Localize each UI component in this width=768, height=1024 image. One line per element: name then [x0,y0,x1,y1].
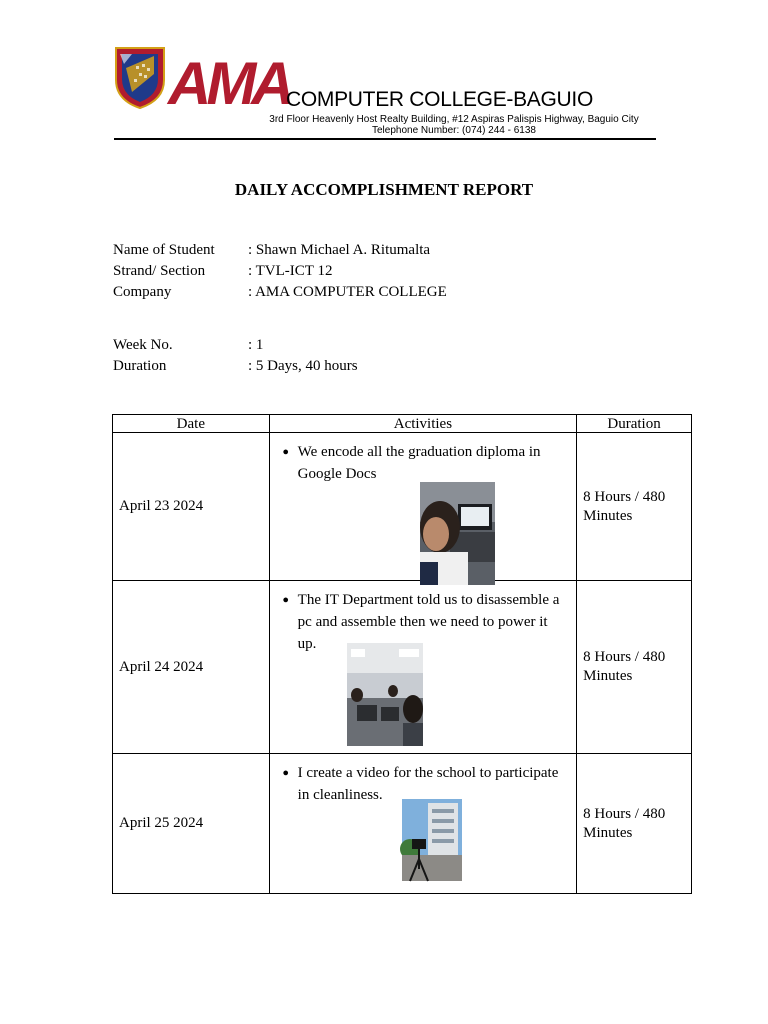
info-row-company [113,282,447,303]
info-label: Strand/ Section [113,263,206,279]
duration-line: 8 Hours / 480 [583,649,666,665]
bullet-icon: ● [282,446,289,458]
bullet-icon: ● [282,767,289,779]
info-value: : AMA COMPUTER COLLEGE [248,284,447,300]
college-name: COMPUTER COLLEGE-BAGUIO [286,88,593,111]
duration-line: 8 Hours / 480 [583,488,666,505]
table-header-row [113,415,692,433]
activity-cell [269,433,576,581]
accomplishment-table [112,414,692,894]
duration-line: Minutes [583,824,633,841]
table-row [113,754,692,894]
duration-line: 8 Hours / 480 [583,805,666,822]
info-row-duration [113,356,358,377]
activity-text: The IT Department told us to disassemble a pc and assemble then we need to power it up. [297,592,560,652]
header-date: Date [113,415,270,433]
info-row-student-name [113,240,447,261]
info-label: Name of Student [113,242,215,258]
camera-tripod-building-photo [402,799,462,881]
week-info [113,335,358,377]
duration-line: Minutes [583,668,633,684]
letterhead [112,44,656,140]
header-divider [114,138,656,140]
date-cell: April 24 2024 [113,581,270,754]
selfie-at-computer-photo [420,482,495,585]
activity-cell [269,581,576,754]
info-value: : Shawn Michael A. Ritumalta [248,242,431,258]
activity-cell [269,754,576,894]
info-value: : 1 [248,337,264,353]
activity-text: I create a video for the school to participate in cleanliness. [297,765,559,803]
bullet-icon: ● [282,594,289,606]
ama-logo [166,50,290,117]
duration-cell [577,581,692,754]
info-label: Week No. [113,337,173,353]
info-row-week-no [113,335,358,356]
date-cell: April 25 2024 [113,754,270,894]
activity-text: We encode all the graduation diploma in Google Docs [297,444,541,482]
table-row [113,433,692,581]
college-address: 3rd Floor Heavenly Host Realty Building, #12 Aspiras Palispis Highway, Baguio City [269,114,639,125]
student-info [113,240,447,303]
info-value: : TVL-ICT 12 [248,263,333,279]
duration-line: Minutes [583,507,633,524]
duration-cell [577,433,692,581]
college-crest-logo [114,46,166,110]
college-telephone: Telephone Number: (074) 244 - 6138 [372,125,536,136]
ama-logo-text: AMA [168,50,290,117]
info-label: Duration [113,358,167,374]
info-value: : 5 Days, 40 hours [248,358,358,374]
duration-cell [577,754,692,894]
info-row-strand-section [113,261,447,282]
table-row [113,581,692,754]
computer-lab-photo [347,643,423,746]
header-activities: Activities [269,415,576,433]
report-title: DAILY ACCOMPLISHMENT REPORT [234,180,534,199]
info-label: Company [113,284,172,300]
date-cell: April 23 2024 [113,433,270,581]
header-duration: Duration [577,415,692,433]
